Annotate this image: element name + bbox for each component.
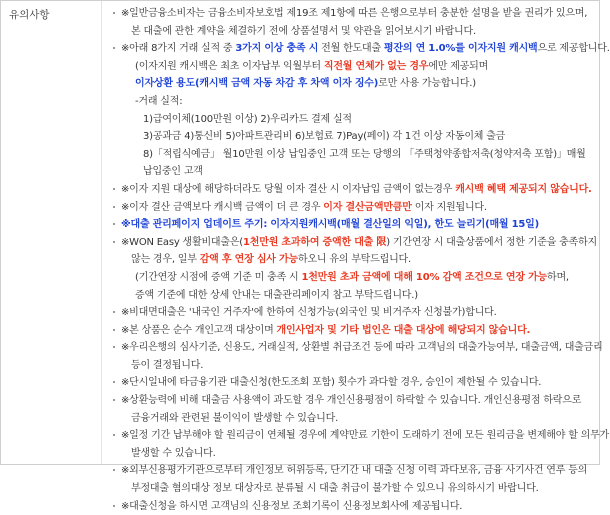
notice-text: 하오니 유의 부탁드립니다. (297, 254, 411, 266)
notice-text: ※본 상품은 순수 개인고객 대상이며 (121, 324, 277, 336)
notice-text: 않는 경우, 일부 (131, 254, 200, 266)
notice-line (111, 427, 610, 445)
notice-line (111, 339, 603, 357)
notice-line (111, 75, 597, 93)
notice-line (111, 58, 597, 76)
notice-text: 발생할 수 있습니다. (131, 447, 216, 459)
notice-line (111, 199, 597, 217)
notice-text: ※상환능력에 비해 대출금 사용액이 과도할 경우 개인신용평점이 하락할 수 있습니다. 개인신용평점 하락으로 (121, 395, 582, 407)
notice-line (111, 304, 597, 322)
emphasis-blue-text: 평잔의 연 1.0%를 이자지원 캐시백 (383, 43, 538, 55)
notice-text: ※일정 기간 납부해야 할 원리금이 연체될 경우에 계약만료 기한이 도래하기 전에 모든 원리금을 변제해야 할 의무가 (121, 430, 610, 442)
notice-text: 납입중인 고객 (143, 166, 203, 178)
notice-text: ※단시일내에 타금융기관 대출신청(한도조회 포함) 횟수가 과다할 경우, 승인이 제한될 수 있습니다. (121, 377, 542, 389)
notice-line (111, 216, 597, 234)
notice-text: 금융거래와 관련된 불이익이 발생할 수 있습니다. (131, 412, 339, 424)
notice-text: 이자 지원됩니다. (411, 201, 487, 213)
notice-text: 에만 제공되며 (428, 60, 489, 72)
emphasis-red-text: 감액 후 연장 심사 가능 (199, 254, 298, 266)
notice-line (111, 23, 597, 41)
emphasis-red-text: 개인사업자 및 기타 법인은 대출 대상에 해당되지 않습니다. (276, 324, 531, 336)
notice-text: 전월 한도대출 (318, 43, 384, 55)
notice-line (111, 269, 597, 287)
notice-text: 하며, (547, 271, 569, 283)
notice-text: ※대출신청을 하시면 고객님의 신용정보 조회기록이 신용정보회사에 제공됩니다. (121, 500, 463, 512)
notice-text: 증액 기준에 대한 상세 안내는 대출관리페이지 참고 부탁드립니다.) (135, 289, 418, 301)
emphasis-red-text: 1천만원 초과하여 증액한 대출 限 (243, 236, 387, 248)
notice-line (111, 322, 597, 340)
notice-line (111, 392, 597, 410)
notice-line (111, 251, 597, 269)
notice-line (111, 5, 597, 23)
notice-text: 1)급여이체(100만원 이상) 2)우리카드 결제 실적 (143, 113, 352, 125)
notice-text: 등이 결정됩니다. (131, 359, 204, 371)
emphasis-red-text: 이자 결산금액만큼만 (323, 201, 412, 213)
notice-text: 본 대출에 관한 계약을 체결하기 전에 상품설명서 및 약관을 읽어보시기 바랍니다. (131, 25, 476, 37)
notice-line (111, 181, 597, 199)
notice-line (111, 462, 597, 480)
notice-text: ※우리은행의 심사기준, 신용도, 거래실적, 상환별 취급조건 등에 따라 고객님의 대출가능여부, 대출금액, 대출금리 (121, 342, 603, 354)
notice-line (111, 146, 597, 164)
notice-text: ※이자 지원 대상에 해당하더라도 당월 이자 결산 시 이자납입 금액이 없는경우 (121, 183, 456, 195)
notice-text: ※아래 8가지 거래 실적 중 (121, 43, 236, 55)
notice-text: -거래 실적: (135, 95, 183, 107)
notice-heading-cell (1, 1, 102, 464)
notice-line (111, 234, 597, 252)
notice-text: 부정대출 혐의대상 정보 대상자로 분류될 시 대출 취급이 불가할 수 있으니 유의하시기 바랍니다. (131, 483, 539, 495)
notice-text: 로만 사용 가능합니다.) (378, 78, 476, 90)
notice-line (111, 111, 597, 129)
notice-text: ) 기간연장 시 대출상품에서 정한 기준을 충족하지 (386, 236, 598, 248)
notice-text: 8)「적립식예금」 월10만원 이상 납입중인 고객 또는 당행의 「주택청약종합저축(청약저축 포함)」매월 (143, 148, 586, 160)
notice-text: ※비대면대출은 '내국인 거주자'에 한하여 신청가능(외국인 및 비거주자 신청불가)합니다. (121, 307, 497, 319)
notice-line (111, 163, 597, 181)
notice-line (111, 410, 597, 428)
notice-heading: 유의사항 (9, 9, 50, 21)
notice-line (111, 93, 597, 111)
notice-line (111, 445, 597, 463)
emphasis-red-text: 직전월 연체가 없는 경우 (323, 60, 429, 72)
notice-text: 3)공과금 4)통신비 5)아파트관리비 6)보험료 7)Pay(페이) 각 1건 이상 자동이체 출금 (143, 131, 506, 143)
notice-text: ※외부신용평가기관으로부터 개인정보 허위등록, 단기간 내 대출 신청 이력 과다보유, 금융 사기사건 연루 등의 (121, 465, 588, 477)
notice-line (111, 498, 597, 515)
notice-line (111, 480, 597, 498)
emphasis-blue-text: 3가지 이상 충족 시 (235, 43, 319, 55)
notice-content (111, 5, 610, 515)
notice-line (111, 128, 597, 146)
notice-text: (이자지원 캐시백은 최초 이자납부 익월부터 (135, 60, 324, 72)
emphasis-red-text: 캐시백 혜택 제공되지 않습니다. (455, 183, 592, 195)
notice-text: (기간연장 시점에 증액 기준 미 충족 시 (135, 271, 302, 283)
notice-text: ※이자 결산 금액보다 캐시백 금액이 더 큰 경우 (121, 201, 324, 213)
emphasis-red-text: 1천만원 초과 금액에 대해 10% 감액 조건으로 연장 가능 (301, 271, 547, 283)
notice-text: 으로 제공합니다. (537, 43, 610, 55)
emphasis-blue-text: 이자상환 용도(캐시백 금액 자동 차감 후 차액 이자 징수) (135, 78, 379, 90)
notice-line (111, 357, 597, 375)
notice-line (111, 40, 610, 58)
notice-line (111, 287, 597, 305)
emphasis-blue-text: ※대출 관리페이지 업데이트 주기: 이자지원캐시백(매월 결산일의 익일), 한도 늘리기(매월 15일) (121, 219, 540, 231)
notice-line (111, 374, 597, 392)
notice-text: ※일반금융소비자는 금융소비자보호법 제19조 제1항에 따른 은행으로부터 충분한 설명을 받을 권리가 있으며, (121, 8, 588, 19)
notice-text: ※WON Easy 생활비대출은( (121, 236, 244, 248)
